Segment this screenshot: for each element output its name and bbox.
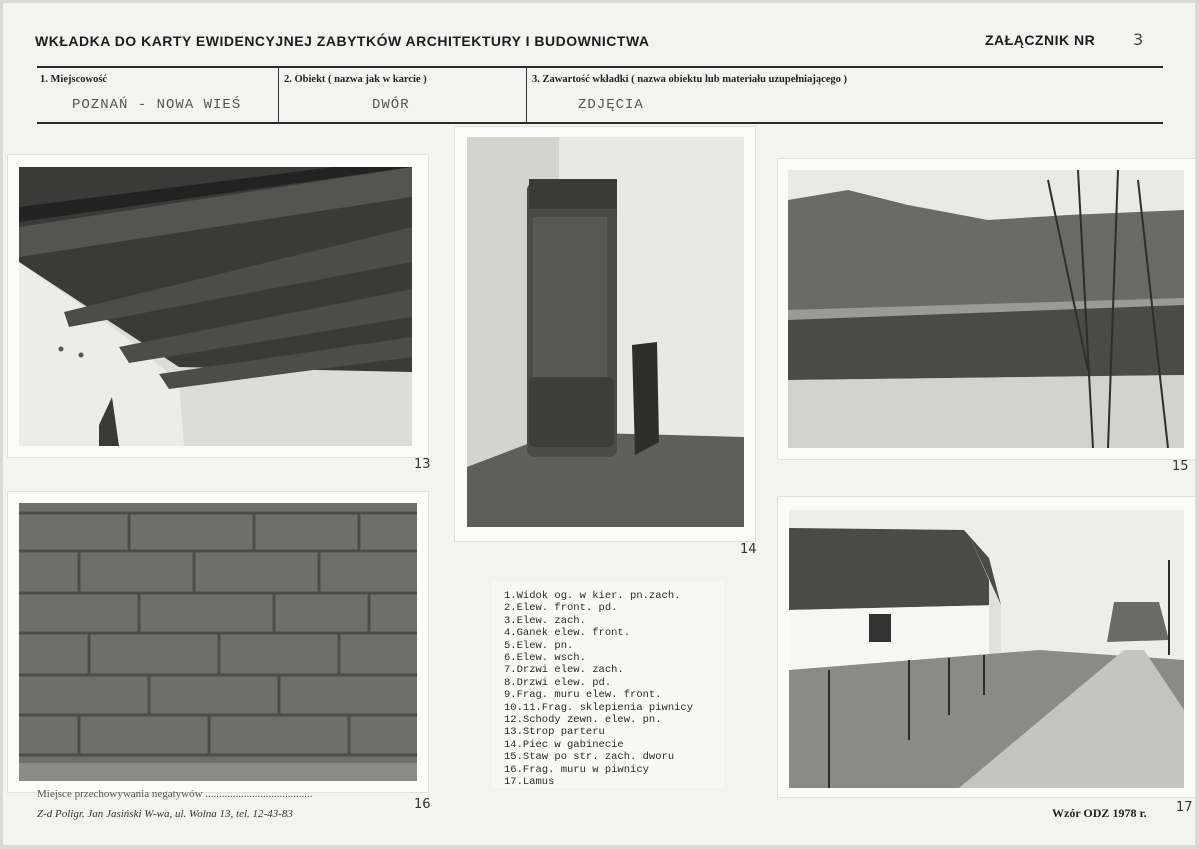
caption-item: 2.Elew. front. pd. xyxy=(504,602,618,615)
caption-item: 16.Frag. muru w piwnicy xyxy=(504,763,649,776)
field-divider xyxy=(526,67,527,122)
field-label-contents: 3. Zawartość wkładki ( nazwa obiektu lub materiału uzupełniającego ) xyxy=(532,74,848,85)
photo-pond xyxy=(788,170,1184,448)
caption-item: 17.Lamus xyxy=(504,776,555,789)
annex-number: 3 xyxy=(1133,30,1144,49)
photo-captions-list xyxy=(492,582,724,789)
caption-item: 9.Frag. muru elew. front. xyxy=(504,689,662,702)
photo-stove xyxy=(467,137,744,527)
photo-number-16: 16 xyxy=(414,797,431,812)
photo-number-15: 15 xyxy=(1172,459,1189,474)
form-title: WKŁADKA DO KARTY EWIDENCYJNEJ ZABYTKÓW ARCHITEKTURY I BUDOWNICTWA xyxy=(35,33,650,49)
caption-item: 5.Elew. pn. xyxy=(504,639,574,652)
caption-item: 6.Elew. wsch. xyxy=(504,652,586,665)
caption-item: 12.Schody zewn. elew. pn. xyxy=(504,714,662,727)
caption-item: 8.Drzwi elew. pd. xyxy=(504,676,612,689)
field-label-object: 2. Obiekt ( nazwa jak w karcie ) xyxy=(284,74,427,85)
caption-item: 14.Piec w gabinecie xyxy=(504,738,624,751)
caption-item: 1.Widok og. w kier. pn.zach. xyxy=(504,590,681,602)
caption-item: 10.11.Frag. sklepienia piwnicy xyxy=(504,701,694,714)
field-value-object: DWÓR xyxy=(372,97,410,113)
field-label-locality: 1. Miejscowość xyxy=(40,74,108,85)
field-value-contents: ZDJĘCIA xyxy=(578,97,644,113)
photo-number-14: 14 xyxy=(740,542,757,557)
negatives-storage-line: Miejsce przechowywania negatywów ....................................... xyxy=(37,788,313,800)
caption-item: 7.Drzwi elew. zach. xyxy=(504,664,624,677)
field-value-locality: POZNAŃ - NOWA WIEŚ xyxy=(72,97,242,113)
caption-item: 15.Staw po str. zach. dworu xyxy=(504,751,675,764)
photo-ceiling xyxy=(19,167,412,446)
annex-label: ZAŁĄCZNIK NR xyxy=(985,32,1096,48)
header-bottom-rule xyxy=(37,122,1163,124)
photo-captions-panel xyxy=(492,582,724,788)
printer-credit: Z-d Poligr. Jan Jasiński W-wa, ul. Wolna 13, tel. 12-43-83 xyxy=(37,808,293,820)
photo-number-17: 17 xyxy=(1176,800,1193,815)
photo-number-13: 13 xyxy=(414,457,431,472)
caption-item: 3.Elew. zach. xyxy=(504,614,586,627)
header-top-rule xyxy=(37,66,1163,68)
form-code: Wzór ODZ 1978 r. xyxy=(1052,806,1147,820)
caption-item: 4.Ganek elew. front. xyxy=(504,627,631,640)
photo-brick-wall xyxy=(19,503,417,781)
field-divider xyxy=(278,67,279,122)
photo-house-road xyxy=(789,510,1184,788)
caption-item: 13.Strop parteru xyxy=(504,726,605,739)
